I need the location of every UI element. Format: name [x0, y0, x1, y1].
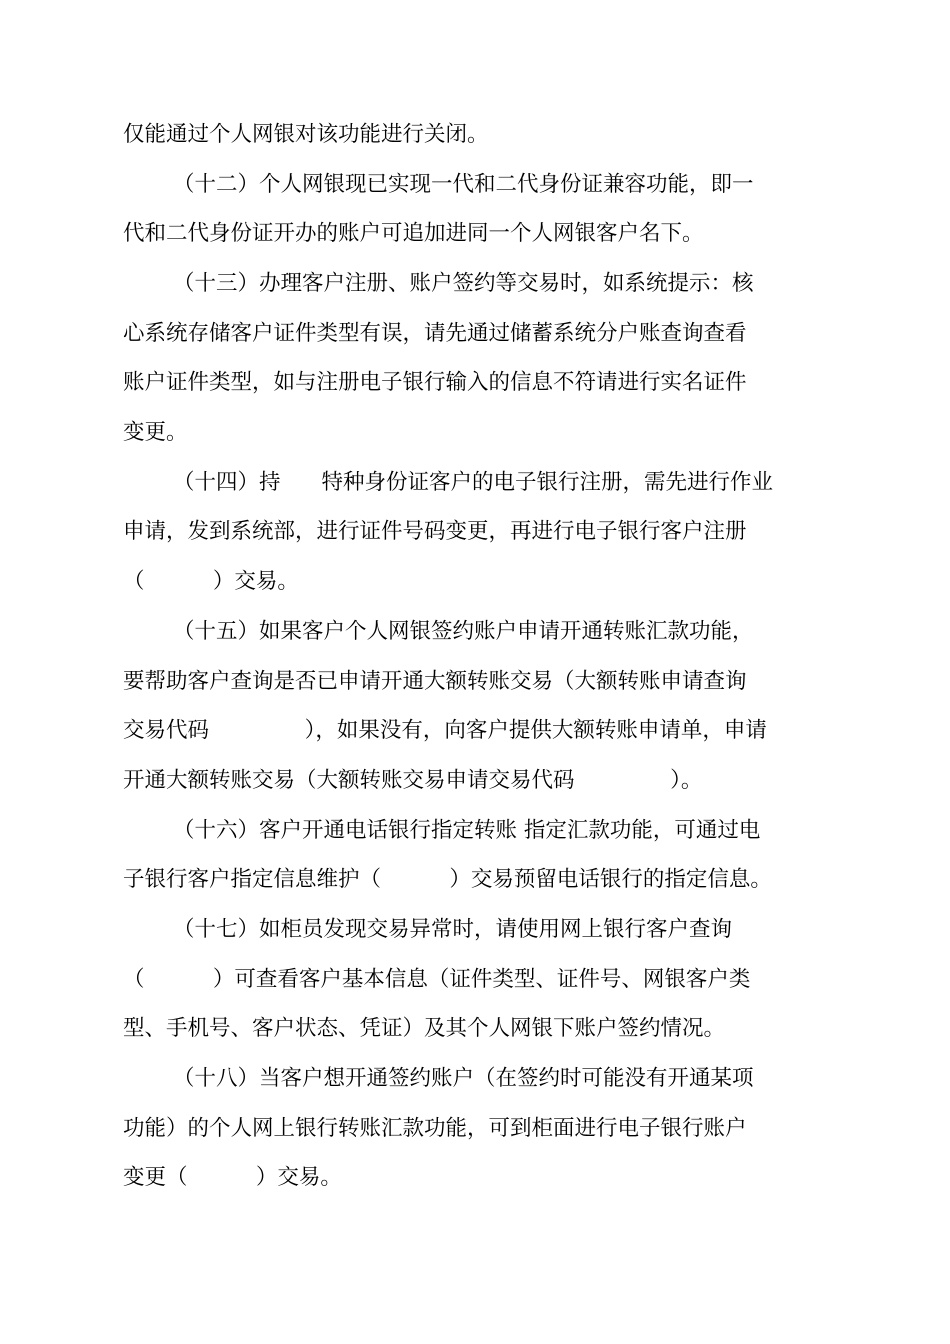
text-line: （十三）办理客户注册、账户签约等交易时，如系统提示：核 [173, 271, 754, 296]
text-line: 开通大额转账交易（大额转账交易申请交易代码 ）。 [123, 768, 703, 793]
text-line: （十六）客户开通电话银行指定转账 指定汇款功能，可通过电 [173, 818, 761, 843]
text-line: 型、手机号、客户状态、凭证）及其个人网银下账户签约情况。 [123, 1016, 726, 1041]
text-line: 申请，发到系统部，进行证件号码变更，再进行电子银行客户注册 [123, 519, 747, 544]
text-line: 子银行客户指定信息维护（ ）交易预留电话银行的指定信息。 [123, 867, 772, 892]
text-line: 功能）的个人网上银行转账汇款功能，可到柜面进行电子银行账户 [123, 1116, 747, 1141]
text-line: 账户证件类型，如与注册电子银行输入的信息不符请进行实名证件 [123, 370, 747, 395]
text-line: 心系统存储客户证件类型有误，请先通过储蓄系统分户账查询查看 [123, 321, 747, 346]
text-line: （十四）持 特种身份证客户的电子银行注册，需先进行作业 [173, 470, 774, 495]
text-line: （十八）当客户想开通签约账户（在签约时可能没有开通某项 [173, 1066, 754, 1091]
text-line: 仅能通过个人网银对该功能进行关闭。 [123, 122, 489, 147]
text-line: 变更（ ）交易。 [123, 1165, 342, 1190]
text-line: （ ）可查看客户基本信息（证件类型、证件号、网银客户类 [123, 967, 751, 992]
text-line: （ ）交易。 [123, 569, 299, 594]
text-line: 代和二代身份证开办的账户可追加进同一个人网银客户名下。 [123, 221, 704, 246]
text-line: （十五）如果客户个人网银签约账户申请开通转账汇款功能， [173, 619, 754, 644]
text-line: （十七）如柜员发现交易异常时，请使用网上银行客户查询 [173, 917, 733, 942]
text-line: （十二）个人网银现已实现一代和二代身份证兼容功能，即一 [173, 172, 754, 197]
text-line: 要帮助客户查询是否已申请开通大额转账交易（大额转账申请查询 [123, 669, 747, 694]
text-line: 变更。 [123, 420, 188, 445]
text-line: 交易代码 ），如果没有，向客户提供大额转账申请单，申请 [123, 718, 767, 743]
